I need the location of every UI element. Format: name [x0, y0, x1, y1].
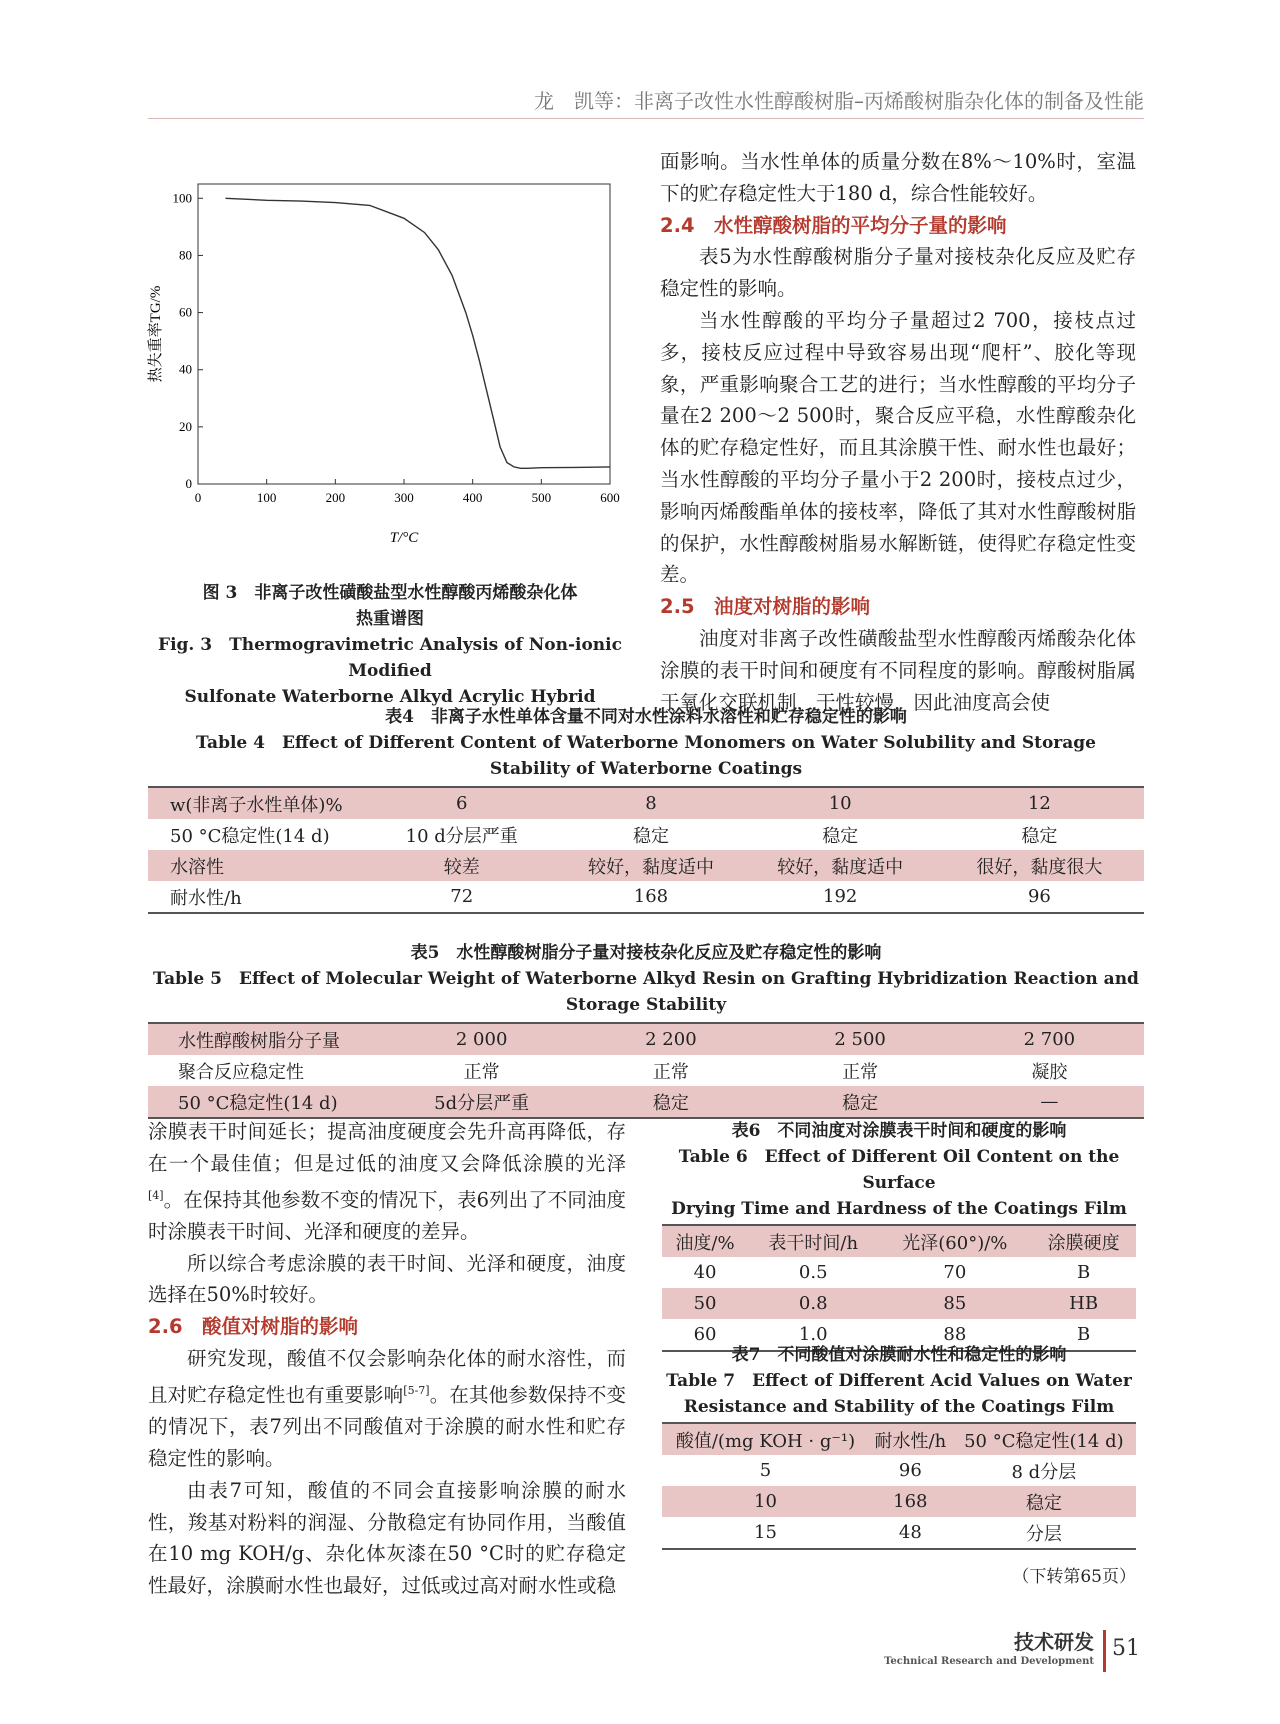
footer [884, 1626, 1140, 1682]
table-4-grid [148, 786, 1144, 914]
table-row: 聚合反应稳定性 正常 正常 正常 凝胶 [178, 1061, 1068, 1083]
table-row: 水性醇酸树脂分子量 2 000 2 200 2 500 2 700 [148, 1023, 1144, 1055]
table-6-grid [662, 1224, 1136, 1352]
table-7-title-en-2: Resistance and Stability of the Coatings Film [683, 1397, 1115, 1417]
x-tick-label: 300 [394, 490, 414, 505]
citation: [4] [148, 1188, 164, 1202]
y-tick-label: 20 [179, 418, 192, 434]
table-row: 50 °C稳定性(14 d) 5d分层严重 稳定 稳定 — [148, 1086, 1144, 1118]
right-column-top [660, 146, 1136, 718]
table-5-grid [148, 1022, 1144, 1119]
paragraph: 所以综合考虑涂膜的表干时间、光泽和硬度，油度选择在50%时较好。 [148, 1251, 626, 1307]
plot-frame [198, 184, 610, 484]
tg-chart [140, 170, 640, 570]
table-7 [662, 1342, 1136, 1550]
figure-3-caption [140, 580, 640, 710]
x-tick-label: 0 [194, 490, 202, 505]
table-5-title-cn: 表5 水性醇酸树脂分子量对接枝杂化反应及贮存稳定性的影响 [410, 943, 882, 963]
x-tick-label: 400 [462, 490, 483, 505]
table-row: 5 96 8 d分层 [759, 1460, 1077, 1483]
y-tick-label: 40 [179, 361, 192, 377]
paragraph: 表5为水性醇酸树脂分子量对接枝杂化反应及贮存稳定性的影响。 [660, 245, 1136, 301]
table-row: 50 0.8 85 HB [662, 1288, 1136, 1319]
table-row: 40 0.5 70 B [693, 1262, 1091, 1283]
table-row: 50 °C稳定性(14 d) 10 d分层严重 稳定 稳定 稳定 [170, 825, 1058, 847]
footer-section-cn: 技术研发 [1014, 1630, 1094, 1654]
left-column-bottom [148, 1116, 626, 1602]
x-tick-label: 500 [531, 490, 552, 505]
paragraph: 面影响。当水性单体的质量分数在8%～10%时，室温下的贮存稳定性大于180 d，综合性能较好。 [660, 150, 1136, 205]
caption-en-line1: Fig. 3 Thermogravimetric Analysis of Non-ionic Modified [158, 635, 622, 681]
table-4 [148, 704, 1144, 914]
figure-3 [140, 170, 640, 570]
table-header-row: 油度/% 表干时间/h 光泽(60°)/% 涂膜硬度 [662, 1225, 1136, 1257]
continued-note: （下转第65页） [1012, 1567, 1136, 1587]
x-tick-label: 600 [600, 490, 620, 505]
table-header-row: 酸值/(mg KOH · g⁻¹) 耐水性/h 50 °C稳定性(14 d) [662, 1423, 1136, 1455]
table-4-title-cn: 表4 非离子水性单体含量不同对水性涂料水溶性和贮存稳定性的影响 [385, 707, 907, 727]
table-7-title-cn: 表7 不同酸值对涂膜耐水性和稳定性的影响 [731, 1345, 1067, 1365]
table-row: 水溶性 较差 较好，黏度适中 较好，黏度适中 很好，黏度很大 [148, 850, 1144, 881]
y-axis-label: 热失重率TG/% [148, 285, 164, 383]
table-6 [662, 1118, 1136, 1352]
section-heading-2-4: 2.4 水性醇酸树脂的平均分子量的影响 [660, 213, 1007, 237]
paragraph: 油度对非离子改性磺酸盐型水性醇酸丙烯酸杂化体涂膜的表干时间和硬度有不同程度的影响。醇酸树脂属于氧化交联机制，干性较慢，因此油度高会使 [660, 626, 1136, 714]
citation: [5-7] [403, 1383, 430, 1397]
y-tick-label: 80 [179, 247, 192, 263]
running-header: 龙 凯等：非离子改性水性醇酸树脂–丙烯酸树脂杂化体的制备及性能 [148, 86, 1144, 119]
table-6-title-en-1: Table 6 Effect of Different Oil Content on the Surface [678, 1147, 1120, 1193]
paragraph: 由表7可知，酸值的不同会直接影响涂膜的耐水性，羧基对粉料的润湿、分散稳定有协同作用，当酸值在10 mg KOH/g、杂化体灰漆在50 °C时的贮存稳定性最好，涂膜耐水性也最好，过低或过高对耐水性或稳 [148, 1478, 626, 1598]
page-number: 51 [1112, 1636, 1140, 1661]
x-tick-label: 200 [325, 490, 346, 505]
table-7-title-en-1: Table 7 Effect of Different Acid Values on Water [666, 1371, 1132, 1391]
paragraph: 涂膜表干时间延长；提高油度硬度会先升高再降低，存在一个最佳值；但是过低的油度又会降低涂膜的光泽[4]。在保持其他参数不变的情况下，表6列出了不同油度时涂膜表干时间、光泽和硬度的差异。 [148, 1120, 626, 1243]
table-5 [148, 940, 1144, 1119]
table-7-grid [662, 1422, 1136, 1550]
x-tick-label: 100 [256, 490, 277, 505]
footer-section-en: Technical Research and Development [884, 1656, 1094, 1667]
section-heading-2-6: 2.6 酸值对树脂的影响 [148, 1315, 359, 1339]
caption-cn-line1: 图 3 非离子改性磺酸盐型水性醇酸丙烯酸杂化体 [202, 583, 578, 603]
table-row: 10 168 稳定 [662, 1486, 1136, 1517]
table-4-title-en: Table 4 Effect of Different Content of Waterborne Monomers on Water Solubility and Storage Stability of Waterborne Coatings [196, 733, 1096, 779]
table-5-title-en: Table 5 Effect of Molecular Weight of Waterborne Alkyd Resin on Grafting Hybridization Reaction and Storage Stability [153, 969, 1139, 1015]
paragraph: 研究发现，酸值不仅会影响杂化体的耐水溶性，而且对贮存稳定性也有重要影响[5-7]。在其他参数保持不变的情况下，表7列出不同酸值对于涂膜的耐水性和贮存稳定性的影响。 [148, 1347, 626, 1470]
footer-divider [1103, 1630, 1106, 1672]
y-tick-label: 100 [172, 190, 192, 206]
table-row: w(非离子水性单体)% 6 8 10 12 [148, 787, 1144, 819]
x-axis-label: T/°C [389, 530, 419, 546]
tg-curve [226, 198, 611, 468]
paragraph: 当水性醇酸的平均分子量超过2 700，接枝点过多，接枝反应过程中导致容易出现“爬杆”、胶化等现象，严重影响聚合工艺的进行；当水性醇酸的平均分子量在2 200～2 500时，聚合反应平稳，水性醇酸杂化体的贮存稳定性好，而且其涂膜干性、耐水性也最好；当水性醇酸的平均分子量小于2 200时，接枝点过少，影响丙烯酸酯单体的接枝率，降低了其对水性醇酸树脂的保护，水性醇酸树脂易水解断链，使得贮存稳定性变差。 [660, 308, 1136, 587]
section-heading-2-5: 2.5 油度对树脂的影响 [660, 595, 871, 619]
table-row: 60 1.0 88 B [662, 1319, 1136, 1351]
table-6-title-cn: 表6 不同油度对涂膜表干时间和硬度的影响 [731, 1121, 1067, 1141]
table-row: 15 48 分层 [662, 1517, 1136, 1549]
caption-cn-line2: 热重谱图 [356, 609, 424, 629]
y-tick-label: 0 [185, 476, 192, 491]
table-6-title-en-2: Drying Time and Hardness of the Coatings Film [671, 1199, 1127, 1219]
caption-en-line2: Sulfonate Waterborne Alkyd Acrylic Hybrid [184, 687, 596, 707]
table-row: 耐水性/h 72 168 192 96 [148, 881, 1144, 913]
y-tick-label: 60 [179, 304, 192, 320]
